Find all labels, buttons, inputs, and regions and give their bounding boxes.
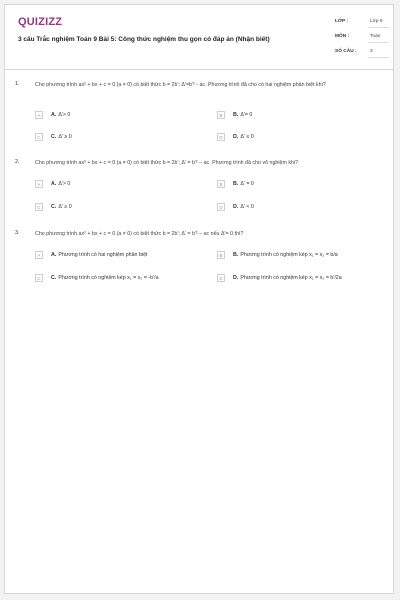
- option-label: A.: [51, 252, 57, 258]
- option-label: D.: [233, 275, 239, 281]
- option-label: A.: [51, 181, 57, 187]
- option-letter-box: A: [35, 180, 43, 188]
- option-label: A.: [51, 112, 57, 118]
- worksheet-title: 3 câu Trắc nghiệm Toán 9 Bài 5: Công thức nghiệm thu gọn có đáp án (Nhận biết): [18, 36, 270, 43]
- meta-divider: [368, 42, 389, 43]
- question-text: Cho phương trình ax² + bx + c = 0 (a ≠ 0) có biệt thức b = 2b'; Δ' = b'² – ac. Phương trình đã cho vô nghiệm khi?: [35, 160, 299, 166]
- option-label: B.: [233, 252, 239, 258]
- quizizz-logo: QUIZIZZ: [18, 16, 63, 28]
- meta-count-value: 3: [370, 49, 373, 54]
- meta-class: [335, 17, 390, 29]
- option-text: Phương trình có nghiệm kép x₁ = x₂ = -b'/a: [58, 275, 159, 281]
- option-text: Δ' ≥ 0: [58, 204, 72, 210]
- option-text: Δ' < 0: [240, 204, 254, 210]
- question-number: 1.: [15, 81, 20, 87]
- option-text: Phương trình có nghiệm kép x₁ = x₂ = b/a: [240, 252, 338, 258]
- question-number: 2.: [15, 159, 20, 165]
- meta-class-label: LỚP :: [335, 19, 349, 24]
- option-letter-box: C: [35, 133, 43, 141]
- option-label: B.: [233, 112, 239, 118]
- worksheet-page: [4, 4, 394, 594]
- option-letter-box: D: [217, 133, 225, 141]
- option-label: C.: [51, 134, 57, 140]
- option-text: Δ' = 0: [240, 181, 254, 187]
- option-letter-box: C: [35, 274, 43, 282]
- option-letter-box: D: [217, 203, 225, 211]
- option-text: Phương trình có hai nghiệm phân biệt: [58, 252, 148, 258]
- meta-subject-value: Toán: [370, 34, 381, 39]
- option-letter-box: B: [217, 180, 225, 188]
- option-letter-box: C: [35, 203, 43, 211]
- option-text: Δ'= 0: [240, 112, 253, 118]
- meta-count-label: SỐ CÂU :: [335, 49, 357, 54]
- option-letter-box: A: [35, 111, 43, 119]
- option-letter-box: B: [217, 111, 225, 119]
- option-letter-box: D: [217, 274, 225, 282]
- meta-divider: [368, 27, 389, 28]
- option-text: Phương trình có nghiệm kép x₁ = x₂ = b'/2a: [240, 275, 342, 281]
- worksheet-header: [5, 5, 393, 70]
- option-text: Δ'> 0: [58, 112, 71, 118]
- question-text: Cho phương trình ax² + bx + c = 0 (a ≠ 0) có biệt thức b = 2b'; Δ'=b'² - ac. Phương trình đã cho có hai nghiệm phân biệt khi?: [35, 82, 326, 88]
- option-text: Δ'> 0: [58, 181, 71, 187]
- option-label: C.: [51, 275, 57, 281]
- option-label: B.: [233, 181, 239, 187]
- option-letter-box: A: [35, 251, 43, 259]
- option-text: Δ' ≤ 0: [240, 134, 254, 140]
- meta-count: [335, 47, 390, 59]
- meta-subject-label: MÔN :: [335, 34, 350, 39]
- option-text: Δ' ≥ 0: [58, 134, 72, 140]
- question-text: Cho phương trình ax² + bx + c = 0 (a ≠ 0) có biệt thức b = 2b'; Δ' = b'² – ac nếu Δ'= 0 thì?: [35, 231, 244, 237]
- meta-class-value: Lớp 9: [370, 19, 383, 24]
- option-letter-box: B: [217, 251, 225, 259]
- question-number: 3.: [15, 230, 20, 236]
- option-label: D.: [233, 134, 239, 140]
- option-label: D.: [233, 204, 239, 210]
- meta-divider: [368, 57, 389, 58]
- option-label: C.: [51, 204, 57, 210]
- meta-subject: [335, 32, 390, 44]
